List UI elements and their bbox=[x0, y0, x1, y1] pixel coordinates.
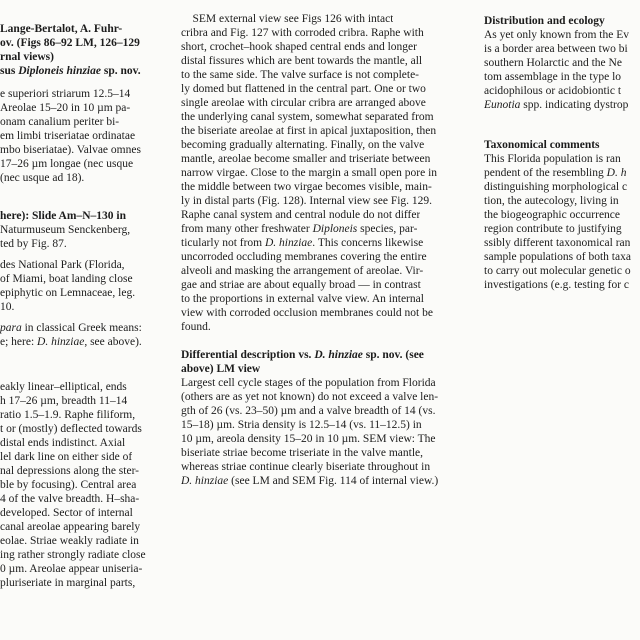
left_column-line: e; here: D. hinziae, see above). bbox=[0, 336, 142, 348]
middle_column-line: short, crochet–hook shaped central ends and longer bbox=[181, 41, 417, 53]
right_column-line: acidophilous or acidobiontic t bbox=[484, 85, 622, 97]
middle_column-line: the underlying canal system, somewhat separated from bbox=[181, 111, 434, 123]
left_column-line: developed. Sector of internal bbox=[0, 507, 133, 519]
left_column-line: onam canalium periter bi- bbox=[0, 116, 120, 128]
left_column-line: canal areolae appearing barely bbox=[0, 521, 141, 533]
right_column-line: Distribution and ecology bbox=[484, 15, 605, 27]
left_column-line: ov. (Figs 86–92 LM, 126–129 bbox=[0, 37, 140, 49]
right_column-line: pendent of the resembling D. h bbox=[484, 167, 627, 179]
middle_column-line: view with corroded occlusion membranes could not be bbox=[181, 307, 433, 319]
right_column-line: distinguishing morphological c bbox=[484, 181, 628, 193]
right-column bbox=[484, 0, 640, 640]
left_column-line: rnal views) bbox=[0, 51, 54, 63]
left_column-line: lel dark line on either side of bbox=[0, 451, 133, 463]
left_column-line: Lange-Bertalot, A. Fuhr- bbox=[0, 23, 123, 35]
left_column-line: 17–26 µm longae (nec usque bbox=[0, 158, 134, 170]
left_column-line: 0 µm. Areolae appear uniseria- bbox=[0, 563, 143, 575]
middle_column-line: 15–18) µm. Stria density is 12.5–14 (vs. 11–12.5) in bbox=[181, 419, 422, 431]
left_column-line: epiphytic on Lemnaceae, leg. bbox=[0, 287, 136, 299]
right_column-line: region contribute to justifying bbox=[484, 223, 622, 235]
middle_column-line: Differential description vs. D. hinziae sp. nov. (see bbox=[181, 349, 424, 361]
middle_column-line: Raphe canal system and central nodule do not differ bbox=[181, 209, 421, 221]
left_column-line: eakly linear–elliptical, ends bbox=[0, 381, 127, 393]
right_column-line: This Florida population is ran bbox=[484, 153, 621, 165]
left_column-line: Naturmuseum Senckenberg, bbox=[0, 224, 131, 236]
left_column-line: (nec usque ad 18). bbox=[0, 172, 85, 184]
middle_column-line: 10 µm, areola density 15–20 in 10 µm. SEM view: The bbox=[181, 433, 436, 445]
middle_column-line: the biseriate areolae at first in apical juxtaposition, then bbox=[181, 125, 437, 137]
middle_column-line: the middle between two virgae becomes visible, main- bbox=[181, 181, 432, 193]
left_column-line: ted by Fig. 87. bbox=[0, 238, 67, 250]
right_column-line: investigations (e.g. testing for c bbox=[484, 279, 629, 291]
left_column-line: h 17–26 µm, breadth 11–14 bbox=[0, 395, 128, 407]
middle_column-line: found. bbox=[181, 321, 211, 333]
left_column-line: here): Slide Am–N–130 in bbox=[0, 210, 126, 222]
right_column-line: Taxonomical comments bbox=[484, 139, 600, 151]
right_column-line: Eunotia spp. indicating dystrop bbox=[484, 99, 629, 111]
right_column-line: tom assemblage in the type lo bbox=[484, 71, 622, 83]
left_column-line: pluriseriate in marginal parts, bbox=[0, 577, 136, 589]
left_column-line: e superiori striarum 12.5–14 bbox=[0, 88, 131, 100]
middle_column-line: SEM external view see Figs 126 with intact bbox=[181, 13, 394, 25]
middle_column-line: becoming gradually alternating. Finally, on the valve bbox=[181, 139, 425, 151]
left_column-line: Areolae 15–20 in 10 µm pa- bbox=[0, 102, 131, 114]
middle_column-line: mantle, areolae become smaller and triseriate between bbox=[181, 153, 431, 165]
left_column-line: sus Diploneis hinziae sp. nov. bbox=[0, 65, 141, 77]
left_column-line: 10. bbox=[0, 301, 15, 313]
middle_column-line: ly domed but flattened in the central part. One or two bbox=[181, 83, 426, 95]
middle-column bbox=[181, 0, 461, 640]
left_column-line: para in classical Greek means: bbox=[0, 322, 142, 334]
middle_column-line: cribra and Fig. 127 with corroded cribra. Raphe with bbox=[181, 27, 424, 39]
right_column-line: to carry out molecular genetic o bbox=[484, 265, 631, 277]
middle_column-line: above) LM view bbox=[181, 363, 261, 375]
left_column-line: ratio 1.5–1.9. Raphe filiform, bbox=[0, 409, 136, 421]
right_column-line: ssibly different taxonomical ran bbox=[484, 237, 631, 249]
left_column-line: t or (mostly) deflected towards bbox=[0, 423, 142, 435]
middle_column-line: ticularly not from D. hinziae. This concerns likewise bbox=[181, 237, 424, 249]
left_column-line: eolae. Striae weakly radiate in bbox=[0, 535, 139, 547]
middle_column-line: Largest cell cycle stages of the population from Florida bbox=[181, 377, 436, 389]
left-column bbox=[0, 0, 170, 640]
right_column-line: the biogeographic occurrence bbox=[484, 209, 621, 221]
middle_column-line: biseriate striae become triseriate in the valve mantle, bbox=[181, 447, 424, 459]
middle_column-line: ly in distal parts (Fig. 128). Internal view see Fig. 129. bbox=[181, 195, 433, 207]
middle_column-line: alveoli and masking the arrangement of areolae. Vir- bbox=[181, 265, 424, 277]
right_column-line: southern Holarctic and the Ne bbox=[484, 57, 622, 69]
left_column-line: of Miami, boat landing close bbox=[0, 273, 133, 285]
left_column-line: distal ends indistinct. Axial bbox=[0, 437, 126, 449]
left_column-line: nal depressions along the ster- bbox=[0, 465, 140, 477]
middle_column-line: from many other freshwater Diploneis species, par- bbox=[181, 223, 418, 235]
middle_column-line: whereas striae continue clearly biseriate throughout in bbox=[181, 461, 431, 473]
left_column-line: em limbi triseriatae ordinatae bbox=[0, 130, 136, 142]
left_column-line: 4 of the valve breadth. H–sha- bbox=[0, 493, 140, 505]
middle_column-line: gae and striae are about equally broad — in contrast bbox=[181, 279, 421, 291]
middle_column-line: to the same side. The valve surface is not complete- bbox=[181, 69, 420, 81]
middle_column-line: uncorroded occluding membranes covering the entire bbox=[181, 251, 427, 263]
left_column-line: mbo biseriatae). Valvae omnes bbox=[0, 144, 141, 156]
left_column-line: des National Park (Florida, bbox=[0, 259, 125, 271]
right_column-line: As yet only known from the Ev bbox=[484, 29, 630, 41]
middle_column-line: D. hinziae (see LM and SEM Fig. 114 of internal view.) bbox=[181, 475, 439, 487]
left_column-line: ing rather strongly radiate close bbox=[0, 549, 146, 561]
middle_column-line: (others are as yet not known) do not exceed a valve len- bbox=[181, 391, 439, 403]
right_column-line: sample populations of both taxa bbox=[484, 251, 631, 263]
middle_column-line: narrow virgae. Close to the margin a small open pore in bbox=[181, 167, 438, 179]
middle_column-line: gth of 26 (vs. 23–50) µm and a valve breadth of 14 (vs. bbox=[181, 405, 436, 417]
left_column-line: ble by focusing). Central area bbox=[0, 479, 137, 491]
right_column-line: tion, the autecology, living in bbox=[484, 195, 619, 207]
middle_column-line: distal fissures which are bent towards the mantle, all bbox=[181, 55, 423, 67]
right_column-line: is a border area between two bi bbox=[484, 43, 628, 55]
middle_column-line: to the proportions in external valve view. An internal bbox=[181, 293, 424, 305]
middle_column-line: single areolae with circular cribra are arranged above bbox=[181, 97, 426, 109]
